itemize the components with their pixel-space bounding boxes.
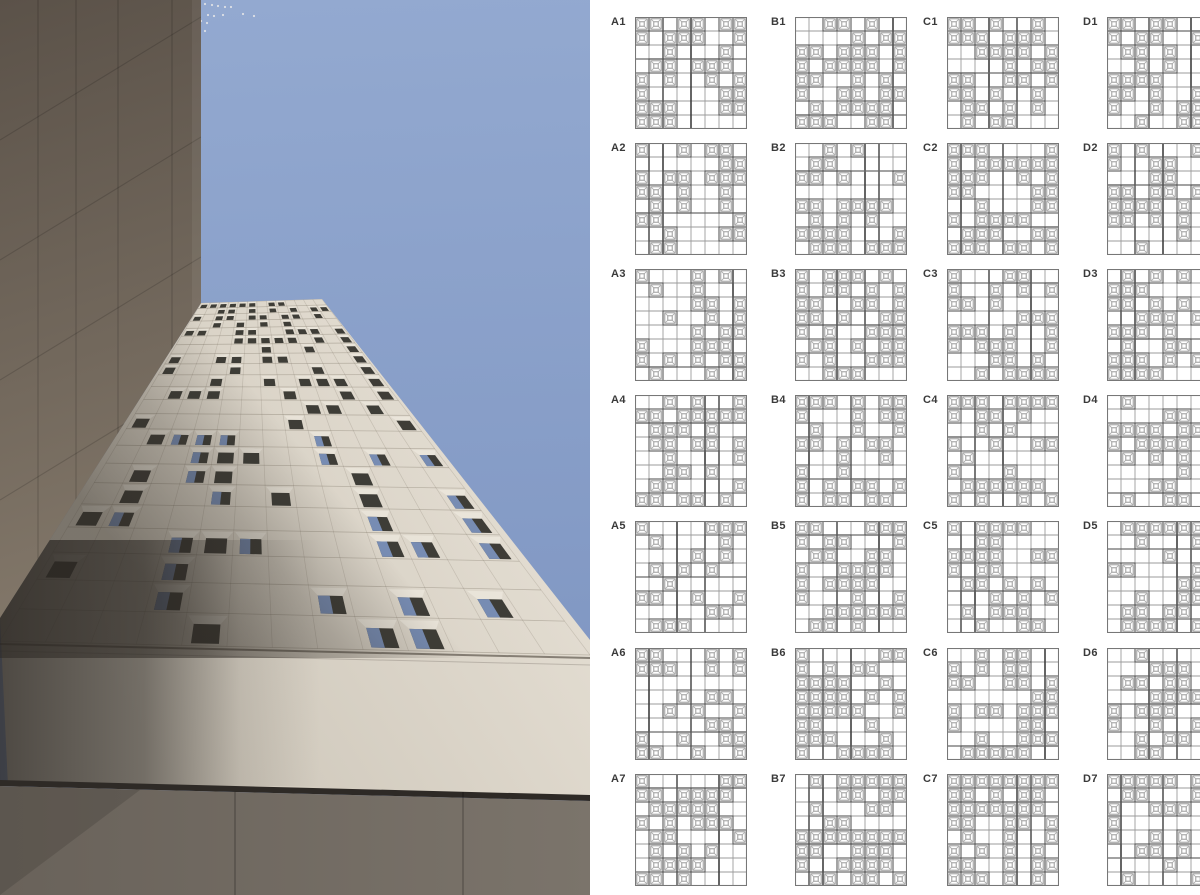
pattern-tile-label: C4 xyxy=(923,394,938,406)
pattern-tile-A6 xyxy=(611,647,747,760)
pattern-tile-label: B2 xyxy=(771,142,786,154)
pattern-tile-C7 xyxy=(923,773,1059,886)
pattern-tile-grid xyxy=(635,648,747,760)
pattern-tile-grid xyxy=(795,774,907,886)
pattern-tile-label: C5 xyxy=(923,520,938,532)
pattern-tile-A2 xyxy=(611,142,747,255)
pattern-tile-grid xyxy=(947,269,1059,381)
pattern-tile-D1 xyxy=(1083,16,1200,129)
facade-photo-illustration xyxy=(0,0,590,895)
pattern-tile-A1 xyxy=(611,16,747,129)
pattern-tile-grid xyxy=(947,395,1059,507)
pattern-tile-B6 xyxy=(771,647,907,760)
facade-photo xyxy=(0,0,590,895)
pattern-tile-label: B4 xyxy=(771,394,786,406)
pattern-tile-label: D2 xyxy=(1083,142,1098,154)
pattern-tile-label: A4 xyxy=(611,394,626,406)
pattern-tile-C6 xyxy=(923,647,1059,760)
pattern-tile-A7 xyxy=(611,773,747,886)
pattern-tile-grid xyxy=(795,17,907,129)
pattern-tile-grid xyxy=(1107,17,1200,129)
pattern-tile-B7 xyxy=(771,773,907,886)
pattern-tile-A3 xyxy=(611,268,747,381)
pattern-tile-label: A6 xyxy=(611,647,626,659)
pattern-tile-grid xyxy=(635,143,747,255)
pattern-tile-label: B5 xyxy=(771,520,786,532)
pattern-tile-label: C2 xyxy=(923,142,938,154)
pattern-tile-grid xyxy=(635,269,747,381)
pattern-tile-grid xyxy=(1107,143,1200,255)
pattern-tile-C4 xyxy=(923,394,1059,507)
pattern-tile-D3 xyxy=(1083,268,1200,381)
pattern-tile-grid xyxy=(795,395,907,507)
pattern-tile-label: D4 xyxy=(1083,394,1098,406)
pattern-tile-label: B7 xyxy=(771,773,786,785)
pattern-tile-C5 xyxy=(923,520,1059,633)
pattern-tile-grid xyxy=(1107,774,1200,886)
pattern-tile-grid xyxy=(635,521,747,633)
pattern-tile-label: A3 xyxy=(611,268,626,280)
pattern-tile-B5 xyxy=(771,520,907,633)
pattern-tile-D2 xyxy=(1083,142,1200,255)
pattern-tile-grid xyxy=(947,521,1059,633)
pattern-tile-label: C7 xyxy=(923,773,938,785)
pattern-tile-D4 xyxy=(1083,394,1200,507)
pattern-tile-grid xyxy=(795,521,907,633)
pattern-tile-grid xyxy=(795,143,907,255)
pattern-tile-grid xyxy=(795,648,907,760)
pattern-tile-C2 xyxy=(923,142,1059,255)
pattern-tile-label: A2 xyxy=(611,142,626,154)
pattern-tile-label: D7 xyxy=(1083,773,1098,785)
pattern-tile-grid xyxy=(1107,648,1200,760)
pattern-tile-label: B1 xyxy=(771,16,786,28)
pattern-tile-C1 xyxy=(923,16,1059,129)
pattern-tile-B3 xyxy=(771,268,907,381)
pattern-tile-D6 xyxy=(1083,647,1200,760)
pattern-board xyxy=(590,0,1200,895)
pattern-tile-grid xyxy=(795,269,907,381)
pattern-tile-C3 xyxy=(923,268,1059,381)
pattern-tile-grid xyxy=(1107,521,1200,633)
pattern-tile-grid xyxy=(947,17,1059,129)
pattern-tile-label: A1 xyxy=(611,16,626,28)
pattern-tile-grid xyxy=(635,395,747,507)
pattern-tile-grid xyxy=(635,774,747,886)
pattern-tile-label: C6 xyxy=(923,647,938,659)
pattern-tile-B2 xyxy=(771,142,907,255)
pattern-tile-grid xyxy=(947,143,1059,255)
pattern-tile-label: B3 xyxy=(771,268,786,280)
pattern-tile-A5 xyxy=(611,520,747,633)
pattern-tile-label: B6 xyxy=(771,647,786,659)
pattern-tile-label: C1 xyxy=(923,16,938,28)
pattern-tile-label: D1 xyxy=(1083,16,1098,28)
pattern-tile-grid xyxy=(1107,395,1200,507)
pattern-tile-grid xyxy=(947,774,1059,886)
pattern-tile-grid xyxy=(947,648,1059,760)
pattern-tile-grid xyxy=(1107,269,1200,381)
pattern-tile-label: C3 xyxy=(923,268,938,280)
pattern-tile-D7 xyxy=(1083,773,1200,886)
pattern-tile-B4 xyxy=(771,394,907,507)
pattern-tile-label: A5 xyxy=(611,520,626,532)
pattern-tile-label: D5 xyxy=(1083,520,1098,532)
pattern-tile-A4 xyxy=(611,394,747,507)
pattern-tile-label: A7 xyxy=(611,773,626,785)
pattern-tile-D5 xyxy=(1083,520,1200,633)
pattern-tile-B1 xyxy=(771,16,907,129)
pattern-tile-label: D3 xyxy=(1083,268,1098,280)
pattern-tile-label: D6 xyxy=(1083,647,1098,659)
pattern-tile-grid xyxy=(635,17,747,129)
